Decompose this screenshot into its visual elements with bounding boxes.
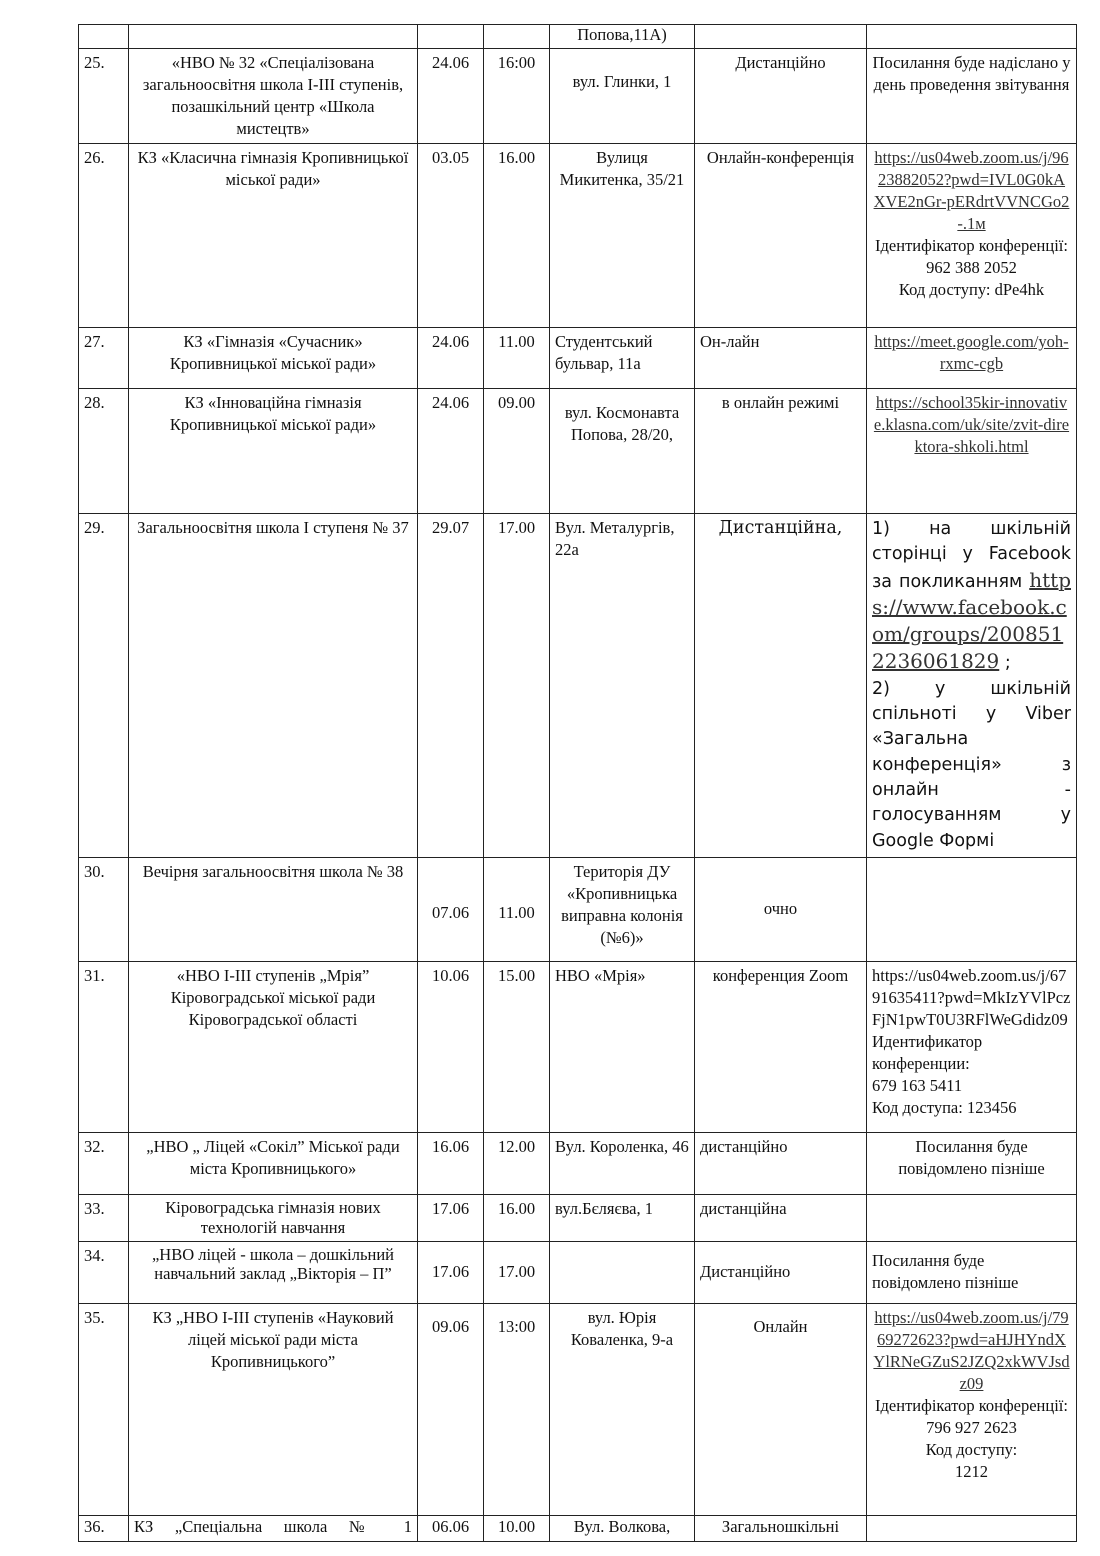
- event-time: 13:00: [484, 1303, 550, 1515]
- institution-name: Кіровоградська гімназія нових технологій навчання: [129, 1194, 418, 1241]
- cell-name: [129, 25, 418, 49]
- conference-id-label: Ідентифікатор конференції:: [875, 1395, 1068, 1415]
- event-time: 16.00: [484, 144, 550, 328]
- event-date: 09.06: [418, 1303, 484, 1515]
- cell-date: [418, 25, 484, 49]
- conference-id-label: Идентификатор конференции:: [872, 1031, 983, 1073]
- institution-name: КЗ «Класична гімназія Кропивницької міської ради»: [129, 144, 418, 328]
- event-date: 17.06: [418, 1194, 484, 1241]
- table-row: [79, 961, 1077, 1132]
- table-row: [79, 1132, 1077, 1194]
- event-format: Он-лайн: [695, 328, 867, 389]
- table-row: [79, 25, 1077, 49]
- meet-link[interactable]: https://meet.google.com/yoh-rxmc-cgb: [874, 332, 1069, 373]
- conference-id: 679 163 5411: [872, 1075, 963, 1095]
- institution-name: КЗ «Гімназія «Сучасник» Кропивницької міської ради»: [129, 328, 418, 389]
- event-link: [867, 1194, 1077, 1241]
- institution-name: КЗ «Інноваційна гімназія Кропивницької міської ради»: [129, 389, 418, 514]
- row-number: 32.: [79, 1132, 129, 1194]
- event-format: Дистанційно: [695, 49, 867, 144]
- event-format: дистанційно: [695, 1132, 867, 1194]
- event-link: Посилання буде повідомлено пізніше: [867, 1241, 1077, 1303]
- table-row: [79, 389, 1077, 514]
- institution-name: «НВО І-ІІІ ступенів „Мрія” Кіровоградської міської ради Кіровоградської області: [129, 961, 418, 1132]
- row-number: 29.: [79, 514, 129, 858]
- event-link: [867, 961, 1077, 1132]
- event-time: 17.00: [484, 514, 550, 858]
- event-link: Посилання буде повідомлено пізніше: [867, 1132, 1077, 1194]
- table-row: [79, 514, 1077, 858]
- event-address: Студентський бульвар, 11а: [550, 328, 695, 389]
- cell-address: Попова,11А): [550, 25, 695, 49]
- access-code: Код доступу: dPe4hk: [898, 280, 1045, 299]
- zoom-link[interactable]: https://us04web.zoom.us/j/6791635411?pwd=MkIzYVlPczFjN1pwT0U3RFlWeGdidz09: [872, 965, 1071, 1029]
- event-address: Вул. Волкова,: [550, 1515, 695, 1541]
- schedule-table: [78, 24, 1077, 1542]
- access-code: 1212: [955, 1461, 988, 1481]
- event-time: 16:00: [484, 49, 550, 144]
- event-link: [867, 144, 1077, 328]
- event-link: [867, 328, 1077, 389]
- event-address: НВО «Мрія»: [550, 961, 695, 1132]
- school-site-link[interactable]: https://school35kir-innovative.klasna.com/uk/site/zvit-direktora-shkoli.html: [873, 393, 1070, 456]
- institution-name: „НВО „ Ліцей «Сокіл” Міської ради міста Кропивницького»: [129, 1132, 418, 1194]
- zoom-link[interactable]: https://us04web.zoom.us/j/7969272623?pwd=aHJHYndXYlRNeGZuS2JZQ2xkWVJsdz09: [873, 1307, 1070, 1393]
- event-address: Територія ДУ «Кропивницька виправна колонія (№6)»: [550, 857, 695, 961]
- event-date: 24.06: [418, 328, 484, 389]
- event-link: Посилання буде надіслано у день проведення звітування: [867, 49, 1077, 144]
- row-number: 27.: [79, 328, 129, 389]
- event-date: 16.06: [418, 1132, 484, 1194]
- event-link: [867, 389, 1077, 514]
- table-row: [79, 1194, 1077, 1241]
- zoom-link[interactable]: https://us04web.zoom.us/j/9623882052?pwd=IVL0G0kAXVE2nGr-pERdrtVVNCGo2-.1м: [873, 148, 1070, 233]
- event-format: Онлайн-конференція: [695, 144, 867, 328]
- institution-name: „НВО ліцей - школа – дошкільний навчальний заклад „Вікторія – П”: [129, 1241, 418, 1303]
- event-date: 17.06: [418, 1241, 484, 1303]
- event-format: Дистанційно: [695, 1241, 867, 1303]
- row-number: 36.: [79, 1515, 129, 1541]
- event-format: дистанційна: [695, 1194, 867, 1241]
- conference-id: 796 927 2623: [926, 1417, 1017, 1437]
- cell-time: [484, 25, 550, 49]
- event-date: 24.06: [418, 389, 484, 514]
- row-number: 30.: [79, 857, 129, 961]
- address-text: вул. Космонавта Попова, 28/20,: [564, 403, 680, 444]
- event-format: Онлайн: [695, 1303, 867, 1515]
- table-row: [79, 857, 1077, 961]
- event-address: вул.Бєляєва, 1: [550, 1194, 695, 1241]
- facebook-note: 1) на шкільній сторінці у Facebook за покликанням: [872, 519, 1071, 592]
- event-date: 03.05: [418, 144, 484, 328]
- event-address: Вулиця Микитенка, 35/21: [550, 144, 695, 328]
- facebook-note-end: ;: [1004, 653, 1011, 674]
- event-link: [867, 857, 1077, 961]
- row-number: 34.: [79, 1241, 129, 1303]
- institution-name: Загальноосвітня школа І ступеня № 37: [129, 514, 418, 858]
- cell-format: [695, 25, 867, 49]
- event-address: Вул. Металургів, 22а: [550, 514, 695, 858]
- row-number: 26.: [79, 144, 129, 328]
- event-format: Дистанційна,: [695, 514, 867, 858]
- cell-num: [79, 25, 129, 49]
- event-time: 17.00: [484, 1241, 550, 1303]
- event-link: [867, 514, 1077, 858]
- event-address: вул. Юрія Коваленка, 9-а: [550, 1303, 695, 1515]
- event-time: 11.00: [484, 857, 550, 961]
- event-address: [550, 49, 695, 144]
- cell-link: [867, 25, 1077, 49]
- table-row: [79, 1303, 1077, 1515]
- event-format: конференция Zoom: [695, 961, 867, 1132]
- access-code-label: Код доступу:: [925, 1439, 1018, 1459]
- institution-name: Вечірня загальноосвітня школа № 38: [129, 857, 418, 961]
- row-number: 25.: [79, 49, 129, 144]
- event-date: 29.07: [418, 514, 484, 858]
- table-row: [79, 49, 1077, 144]
- institution-name: «НВО № 32 «Спеціалізована загальноосвітня школа І-ІІІ ступенів, позашкільний центр «Школа мистецтв»: [129, 49, 418, 144]
- event-address: [550, 389, 695, 514]
- table-row: [79, 1241, 1077, 1303]
- event-date: 10.06: [418, 961, 484, 1132]
- table-row: [79, 144, 1077, 328]
- event-time: 10.00: [484, 1515, 550, 1541]
- conference-id: Ідентифікатор конференції: 962 388 2052: [875, 236, 1068, 277]
- access-code: Код доступа: 123456: [872, 1097, 1017, 1117]
- event-time: 16.00: [484, 1194, 550, 1241]
- row-number: 28.: [79, 389, 129, 514]
- event-date: 06.06: [418, 1515, 484, 1541]
- row-number: 35.: [79, 1303, 129, 1515]
- event-date: 24.06: [418, 49, 484, 144]
- event-address: Вул. Короленка, 46: [550, 1132, 695, 1194]
- event-format: Загальношкільні: [695, 1515, 867, 1541]
- event-address: [550, 1241, 695, 1303]
- event-link: [867, 1303, 1077, 1515]
- facebook-link[interactable]: https://www.facebook.com/groups/2008512236061829: [872, 567, 1071, 674]
- event-time: 09.00: [484, 389, 550, 514]
- institution-name: КЗ „НВО І-ІІІ ступенів «Науковий ліцей міської ради міста Кропивницького”: [129, 1303, 418, 1515]
- institution-name: КЗ „Спеціальна школа № 1: [129, 1515, 418, 1541]
- address-text: вул. Глинки, 1: [572, 72, 672, 91]
- event-time: 11.00: [484, 328, 550, 389]
- row-number: 33.: [79, 1194, 129, 1241]
- viber-note: 2) у шкільній спільноті у Viber «Загальна конференція» з онлайн - голосуванням у Google Формі: [872, 678, 1071, 851]
- event-time: 15.00: [484, 961, 550, 1132]
- table-row: [79, 1515, 1077, 1541]
- table-row: [79, 328, 1077, 389]
- event-format: очно: [695, 857, 867, 961]
- event-date: 07.06: [418, 857, 484, 961]
- event-time: 12.00: [484, 1132, 550, 1194]
- event-link: [867, 1515, 1077, 1541]
- event-format: в онлайн режимі: [695, 389, 867, 514]
- row-number: 31.: [79, 961, 129, 1132]
